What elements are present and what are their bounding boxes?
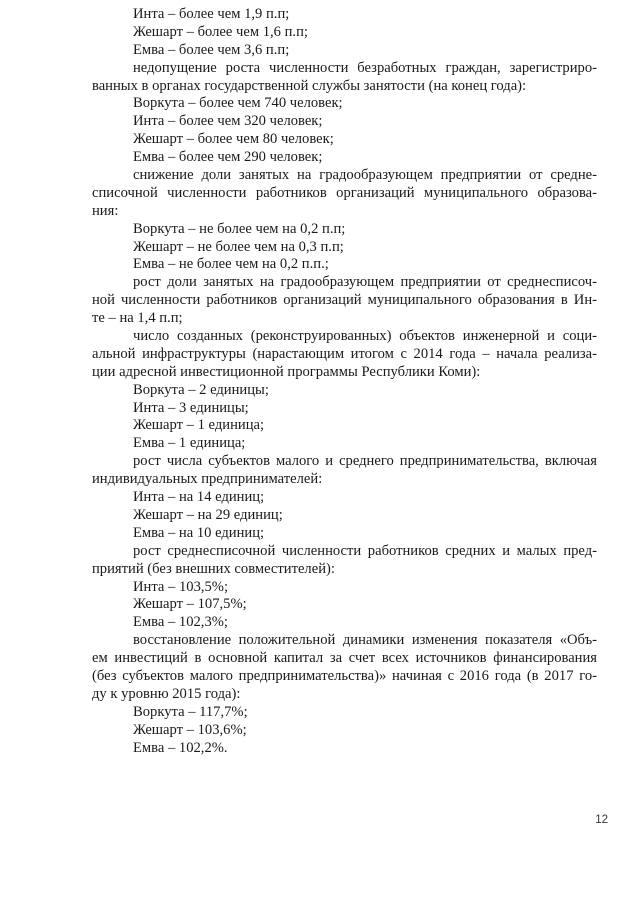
- text-line: Жешарт – более чем 1,6 п.п;: [133, 23, 308, 40]
- text-line: число созданных (реконструированных) объектов инженерной и соци-: [133, 328, 597, 345]
- text-line: рост среднесписочной численности работников средних и малых пред-: [133, 542, 597, 559]
- text-line: восстановление положительной динамики изменения показателя «Объ-: [133, 632, 597, 649]
- text-line: рост доли занятых на градообразующем предприятии от среднесписоч-: [133, 274, 597, 291]
- text-line: Инта – 103,5%;: [133, 578, 229, 595]
- text-line: Жешарт – не более чем на 0,3 п.п;: [133, 238, 344, 255]
- text-line: ем инвестиций в основной капитал за счет всех источников финансирования: [92, 650, 597, 667]
- text-line: Жешарт – более чем 80 человек;: [133, 131, 334, 148]
- text-line: Воркута – 117,7%;: [133, 703, 248, 720]
- text-line: Емва – более чем 3,6 п.п;: [133, 41, 290, 58]
- text-line: (без субъектов малого предпринимательства)» начиная с 2016 года (в 2017 го-: [92, 667, 597, 684]
- document-body: [92, 6, 597, 757]
- text-line: Жешарт – 107,5%;: [133, 596, 247, 613]
- text-line: Емва – на 10 единиц;: [133, 524, 265, 541]
- text-line: Жешарт – 1 единица;: [133, 417, 265, 434]
- text-line: ванных в органах государственной службы занятости (на конец года):: [92, 77, 527, 94]
- text-line: Воркута – не более чем на 0,2 п.п;: [133, 220, 346, 237]
- text-line: Инта – 3 единицы;: [133, 399, 249, 416]
- text-line: индивидуальных предпринимателей:: [92, 471, 323, 488]
- text-line: снижение доли занятых на градообразующем предприятии от средне-: [133, 167, 597, 184]
- text-line: Жешарт – 103,6%;: [133, 721, 247, 738]
- text-line: Емва – более чем 290 человек;: [133, 149, 323, 166]
- text-line: ду к уровню 2015 года):: [92, 685, 241, 702]
- text-line: Инта – более чем 320 человек;: [133, 113, 323, 130]
- text-line: Воркута – более чем 740 человек;: [133, 95, 343, 112]
- text-line: ции адресной инвестиционной программы Республики Коми):: [92, 363, 481, 380]
- text-line: Жешарт – на 29 единиц;: [133, 506, 283, 523]
- text-line: Емва – не более чем на 0,2 п.п.;: [133, 256, 329, 273]
- text-line: Воркута – 2 единицы;: [133, 381, 269, 398]
- text-line: списочной численности работников организаций муниципального образова-: [92, 184, 597, 201]
- text-line: ной численности работников организаций муниципального образования в Ин-: [92, 292, 597, 309]
- text-line: Емва – 102,3%;: [133, 614, 228, 631]
- text-line: Емва – 102,2%.: [133, 739, 228, 756]
- text-line: Инта – на 14 единиц;: [133, 489, 265, 506]
- text-line: приятий (без внешних совместителей):: [92, 560, 335, 577]
- text-line: Емва – 1 единица;: [133, 435, 246, 452]
- text-line: альной инфраструктуры (нарастающим итогом с 2014 года – начала реализа-: [92, 345, 597, 362]
- text-line: недопущение роста численности безработных граждан, зарегистриро-: [133, 59, 597, 76]
- page-number: 12: [595, 814, 608, 826]
- text-line: рост числа субъектов малого и среднего предпринимательства, включая: [133, 453, 597, 470]
- text-line: ния:: [92, 202, 119, 219]
- text-line: те – на 1,4 п.п;: [92, 310, 183, 327]
- text-line: Инта – более чем 1,9 п.п;: [133, 6, 290, 22]
